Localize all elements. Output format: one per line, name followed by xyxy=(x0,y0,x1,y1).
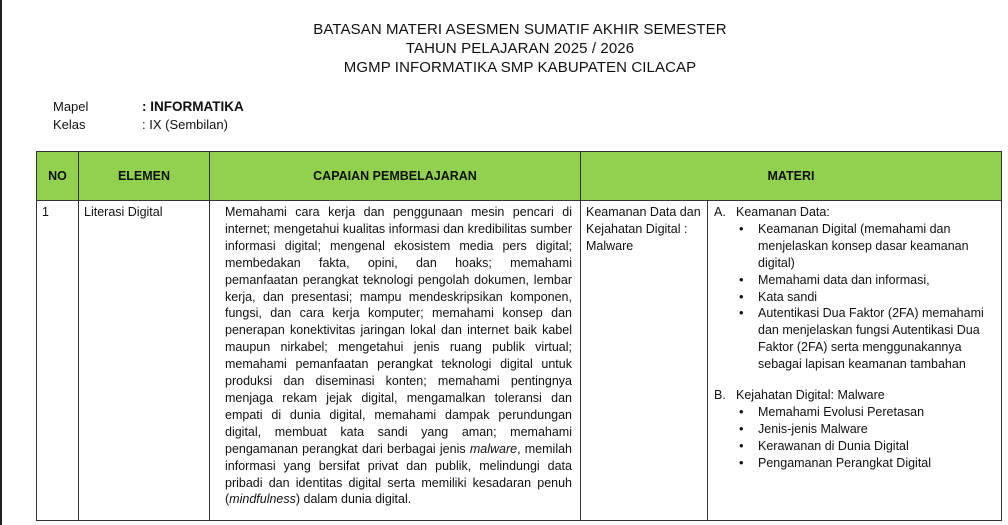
mapel-value: : INFORMATIKA xyxy=(142,99,244,114)
kelas-value: : IX (Sembilan) xyxy=(142,117,228,132)
cell-capaian xyxy=(210,201,581,521)
title-line-1: BATASAN MATERI ASESMEN SUMATIF AKHIR SEMESTER xyxy=(313,21,727,38)
section-b-list xyxy=(736,404,995,472)
cell-elemen: Literasi Digital xyxy=(79,201,210,521)
header-materi: MATERI xyxy=(581,152,1002,201)
table-row xyxy=(37,201,1002,521)
title-line-2: TAHUN PELAJARAN 2025 / 2026 xyxy=(405,40,635,57)
list-item: • Autentikasi Dua Faktor (2FA) memahami dan menjelaskan fungsi Autentikasi Dua Faktor (2FA) serta menggunakannya sebagai lapisan keamanan tambahan xyxy=(758,305,995,373)
materi-section-b xyxy=(714,387,995,472)
capaian-italic-mindfulness: mindfulness xyxy=(229,492,296,507)
capaian-text-1: Memahami cara kerja dan penggunaan mesin pencari di internet; mengetahui kualitas informasi dan kredibilitas sumber informasi digital; mengenal ekosistem media pers digital; membedakan fakta, opini, dan hoaks; memahami pemanfaatan perangkat teknologi pengolah dokumen, lembar kerja, dan presentasi; mampu mendeskripsikan komponen, fungsi, dan cara kerja komputer; memahami konsep dan penerapan konektivitas jaringan lokal dan internet baik kabel maupun nirkabel; mengetahui jenis ruang publik virtual; memahami pemanfaatan perangkat teknologi digital untuk produksi dan diseminasi konten; memahami pentingnya menjaga rekam jejak digital, mengamalkan toleransi dan empati di dunia digital, memahami dampak perundungan digital, membuat kata sandi yang aman; memahami pengamanan perangkat dari berbagai jenis xyxy=(225,205,572,456)
list-item: • Pengamanan Perangkat Digital xyxy=(758,455,995,472)
kelas-label: Kelas xyxy=(53,117,86,132)
list-item: • Memahami Evolusi Peretasan xyxy=(758,404,995,421)
table-header-row xyxy=(37,152,1002,201)
capaian-text-2: , memilah informasi yang bersifat privat dan publik, melindungi data pribadi dan identitas digital serta memiliki kesadaran penuh ( xyxy=(225,441,572,507)
document-header xyxy=(0,20,1008,77)
capaian-italic-malware: malware xyxy=(469,441,518,456)
header-no: NO xyxy=(37,152,79,201)
mapel-label: Mapel xyxy=(53,99,89,114)
cell-no: 1 xyxy=(37,201,79,521)
cell-materi xyxy=(708,201,1002,521)
materi-table xyxy=(36,151,1002,521)
title-line-3: MGMP INFORMATIKA SMP KABUPATEN CILACAP xyxy=(343,59,697,76)
section-b-letter: B. xyxy=(714,388,726,403)
cell-topic: Keamanan Data dan Kejahatan Digital : Malware xyxy=(581,201,708,521)
section-a-list xyxy=(736,221,995,373)
list-item: • Jenis-jenis Malware xyxy=(758,421,995,438)
capaian-text-3: ) dalam dunia digital. xyxy=(295,492,412,507)
header-capaian: CAPAIAN PEMBELAJARAN xyxy=(210,152,581,201)
materi-section-a xyxy=(714,204,995,373)
section-b-title: Kejahatan Digital: Malware xyxy=(736,388,885,403)
header-elemen: ELEMEN xyxy=(79,152,210,201)
list-item: • Kerawanan di Dunia Digital xyxy=(758,438,995,455)
list-item: • Kata sandi xyxy=(758,289,995,306)
section-a-letter: A. xyxy=(714,205,726,219)
list-item: • Memahami data dan informasi, xyxy=(758,272,995,289)
list-item: • Keamanan Digital (memahami dan menjelaskan konsep dasar keamanan digital) xyxy=(758,221,995,272)
page-left-border xyxy=(0,0,2,525)
section-a-title: Keamanan Data: xyxy=(736,205,830,219)
